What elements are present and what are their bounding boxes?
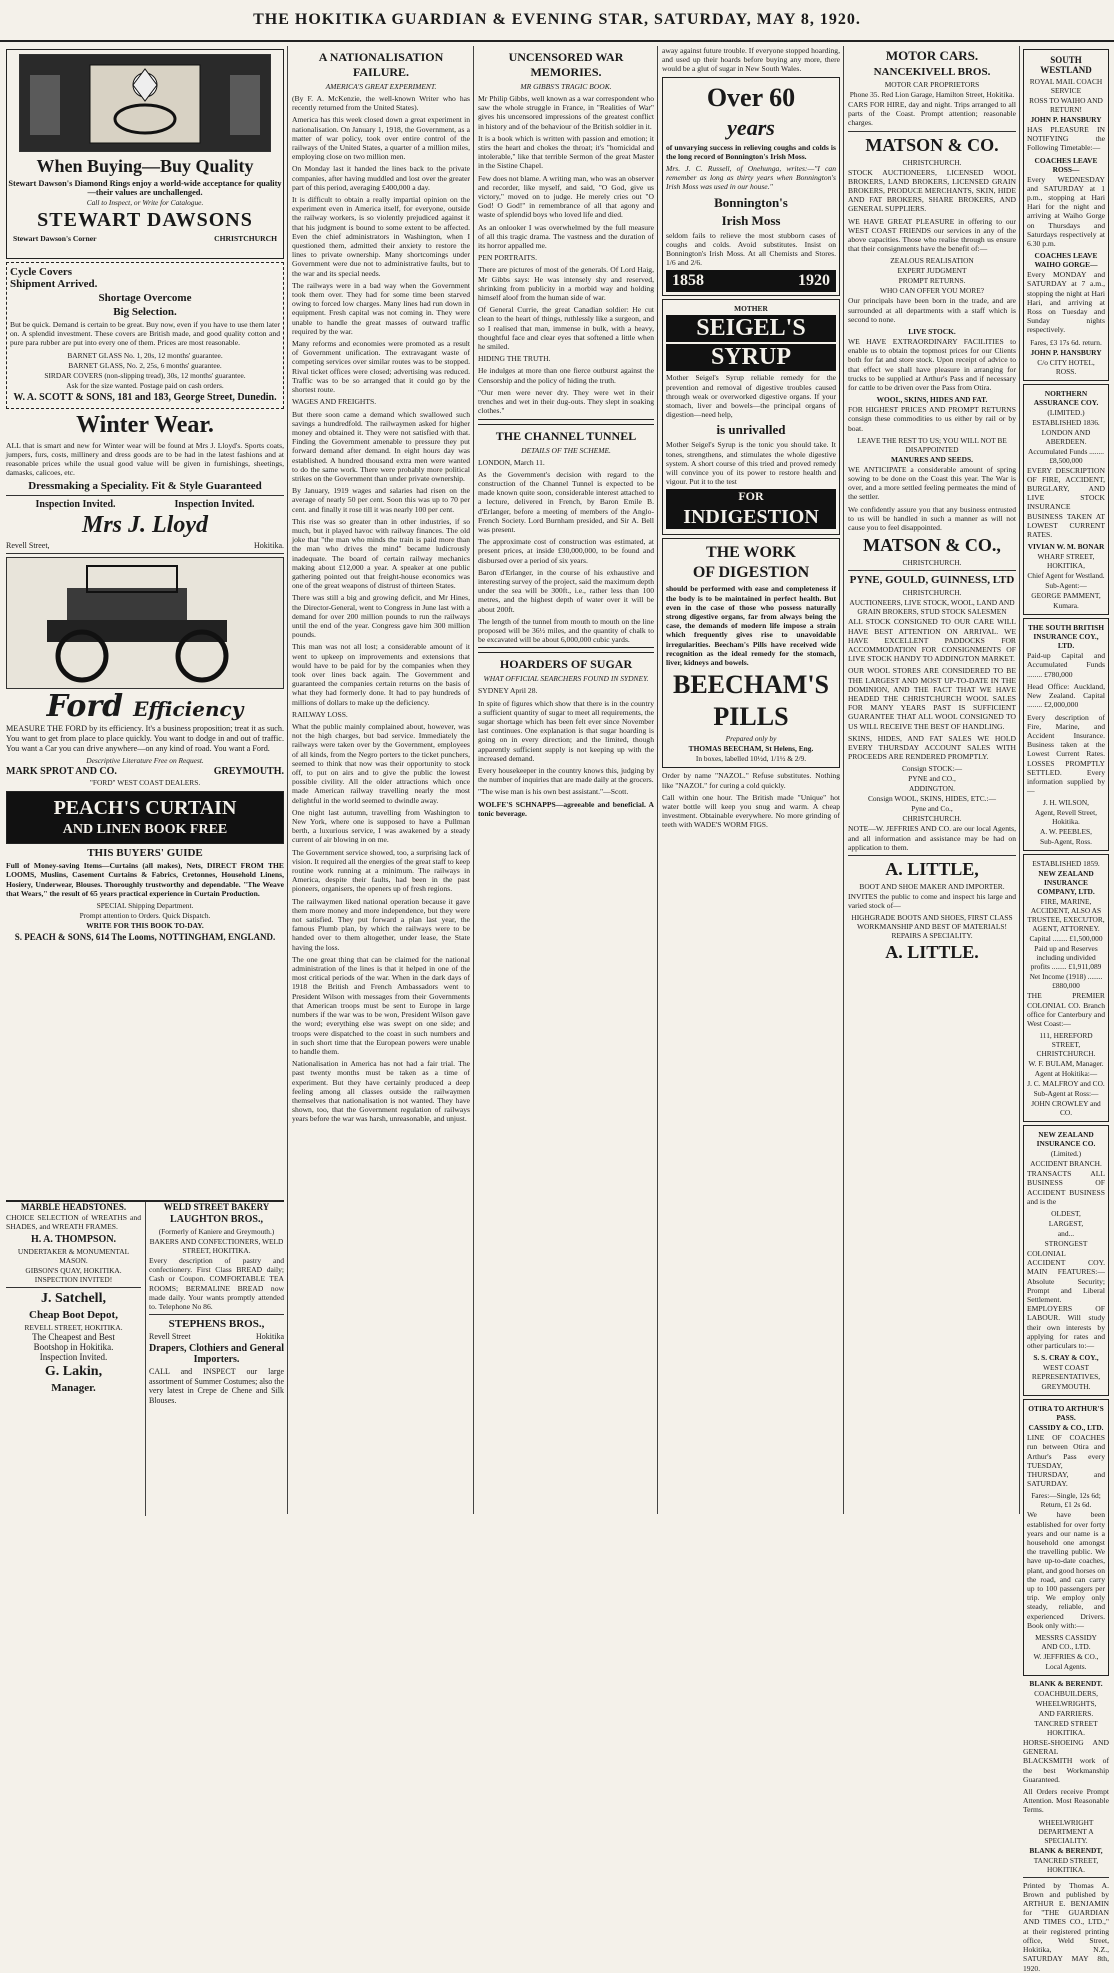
bakery-form: (Formerly of Kaniere and Greymouth.) bbox=[158, 1227, 275, 1236]
nzi-est: ESTABLISHED 1859. bbox=[1032, 859, 1100, 869]
ford-body: MEASURE THE FORD by its efficiency. It's a business proposition; treat it as such. You want to get from place to place quickly. You want to dodge in and out of traffic. You want a Car you can drive anywhere—on any kind of road. You want a Ford. bbox=[6, 724, 284, 753]
beecham-h2: OF DIGESTION bbox=[692, 564, 810, 582]
sb-t2: Head Office: Auckland, New Zealand. Capital ........ £2,000,000 bbox=[1027, 681, 1105, 710]
nz-insurance-ad bbox=[1023, 854, 1109, 1122]
article-paragraph: SYDNEY April 28. bbox=[478, 686, 538, 696]
article-paragraph: The railwaymen liked national operation because it gave them more money and more independence, but they were not satisfied. They put forward a plan last year, the famous Plumb plan, by which the railways were to be handed over to them altogether, under lease, the State having the loss. bbox=[292, 896, 470, 952]
article-paragraph: Every housekeeper in the country knows this, judging by the number of inquiries that are made daily at the grocers. bbox=[478, 765, 654, 785]
south-westland-coach-ad bbox=[1023, 49, 1109, 381]
article-paragraph: The approximate cost of construction was estimated, at present prices, at inside £30,000,000, to be found and disbursed over a period of six years. bbox=[478, 537, 654, 565]
matson-t5: FOR HIGHEST PRICES AND PROMPT RETURNS consign these commodities to us either by rail or by boat. bbox=[848, 405, 1016, 433]
otira-name: CASSIDY & CO., LTD. bbox=[1028, 1423, 1104, 1433]
na-h: NORTHERN ASSURANCE COY. bbox=[1033, 388, 1099, 407]
satchell-name: J. Satchell, bbox=[41, 1291, 106, 1307]
marble-h: MARBLE HEADSTONES. bbox=[20, 1202, 127, 1212]
seigel-h3: SYRUP bbox=[666, 344, 836, 371]
nza-t: TRANSACTS ALL BUSINESS OF ACCIDENT BUSINESS and is the bbox=[1027, 1169, 1105, 1206]
sw-c2: COACHES LEAVE WAIHO GORGE— bbox=[1034, 251, 1098, 270]
stephens-addr: Revell Street bbox=[149, 1332, 191, 1342]
sb-t3: Every description of Fire, Marine, and Accident Insurance. Business taken at the Lowest Current Rates. LOSSES PROMPTLY SETTLED. Every information supplied by— bbox=[1027, 712, 1105, 796]
otira-t2: We have been established for over forty years and our name is a household one amongst the travelling public. We have up-to-date coaches, plant, and good horses on the road, and can carry up to 100 passengers per trip. We employ only steady, reliable, and experienced Drivers. Book only with:— bbox=[1027, 1510, 1105, 1630]
article-paragraph: He indulges at more than one fierce outburst against the Censorship and the policy of hiding the truth. bbox=[478, 366, 654, 385]
na-addr: WHARF STREET, HOKITIKA, bbox=[1037, 552, 1095, 571]
matson-wool: WOOL, SKINS, HIDES AND FAT. bbox=[876, 395, 988, 405]
otira-name2: MESSRS CASSIDY AND CO., LTD. bbox=[1035, 1633, 1097, 1652]
article-paragraph: (By F. A. McKenzie, the well-known Writer who has recently returned from the United States). bbox=[292, 94, 470, 113]
ford-sub: "FORD" WEST COAST DEALERS. bbox=[89, 778, 201, 788]
beecham-sold: In boxes, labelled 10½d, 1/1½ & 2/9. bbox=[695, 754, 807, 764]
cycle-firm: W. A. SCOTT & SONS, 181 and 183, George Street, Dunedin. bbox=[13, 391, 277, 403]
na-town: Kumara. bbox=[1053, 601, 1079, 611]
article-paragraph: But there soon came a demand which swallowed such savings a hundredfold. The railwaymen asked for higher money and obtained it. They were not satisfied with that. Finding the Government amenable to pressure they put forward demand after demand. In eight hours day was established. A hundred thousand extra men were wanted to do the same work. There were probably more political strikes on the Government than under private ownership. bbox=[292, 409, 470, 483]
pyne-note: NOTE—W. JEFFRIES AND CO. are our local Agents, and all information and assistance may be had on application to them. bbox=[848, 824, 1016, 852]
sw-route: ROSS TO WAIHO AND RETURN! bbox=[1029, 96, 1103, 114]
article-paragraph: The railways were in a bad way when the Government took them over. They had for some time been starved owing to forced low charges. Many lines had run down in equipment. Fresh capital was not coming in. They were unable to handle the great masses of outward traffic required by the war. bbox=[292, 280, 470, 336]
matson-l3: PROMPT RETURNS. bbox=[898, 276, 966, 286]
nzi-agent: Agent at Hokitika:— bbox=[1034, 1069, 1098, 1079]
article-paragraph: Nationalisation in America has not had a fair trial. The past twenty months must be taken as a time of experiment. But they have certainly produced a deep feeling among all classes outside the railwaymen themselves that nationalisation is not wanted. They have shown, too, that the Government regulation of railways years before the war was harsh, unreasonable, and unjust. bbox=[292, 1059, 470, 1124]
irish-year-end: 1920 bbox=[798, 272, 830, 290]
matson-ad bbox=[848, 135, 1016, 568]
article-paragraph: It is a book which is written with passion and emotion; it stirs the heart and chokes the throat; it's "homicidal and intolerable," like that terrible Sermon of the great Master in the Sistine Chapel. bbox=[478, 133, 654, 171]
blank-t3: WHEELWRIGHT DEPARTMENT A SPECIALITY. bbox=[1038, 1817, 1094, 1845]
nzi-l1: Capital ........ £1,500,000 bbox=[1029, 934, 1103, 944]
satchell-t3: Inspection Invited. bbox=[39, 1352, 108, 1363]
article-paragraph: Many reforms and economies were promoted as a result of Government unification. The extravagant waste of competing services over similar routes was to be stopped. Rival ticket offices were closed; advertising was reduced. Traffic was to be so arranged that it could go by the shortest route. bbox=[292, 339, 470, 395]
article-paragraph: The length of the tunnel from mouth to mouth on the line proposed will be 36½ miles, and the quantity of chalk to be excavated will be about 6,000,000 cubic yards. bbox=[478, 616, 654, 645]
pyne-gould-ad bbox=[848, 574, 1016, 852]
pyne-l4: CHRISTCHURCH. bbox=[902, 814, 962, 824]
stephens-h: Drapers, Clothiers and General Importers. bbox=[149, 1343, 284, 1366]
satchell-t1: The Cheapest and Best bbox=[32, 1332, 115, 1343]
ford-town: GREYMOUTH. bbox=[213, 766, 284, 778]
article-sugar-sub: WHAT OFFICIAL SEARCHERS FOUND IN SYDNEY. bbox=[483, 674, 649, 684]
nzi-l3: Net Income (1918) ........ £880,000 bbox=[1029, 972, 1103, 991]
nza-l2: LARGEST, bbox=[1048, 1218, 1084, 1228]
nzi-l2: Paid up and Reserves including undivided profits ........ £1,911,089 bbox=[1030, 944, 1102, 972]
article-paragraph: America has this week closed down a great experiment in nationalisation. On January 1, 1918, the Government, as a matter of war policy, took over entire control of the railways of the United States, a quarter of a million miles, employing close on two million men. bbox=[292, 115, 470, 162]
peach-firm: S. PEACH & SONS, 614 The Looms, NOTTINGHAM, ENGLAND. bbox=[14, 932, 276, 943]
ford-tag: Efficiency bbox=[133, 697, 244, 722]
blank-name: BLANK & BERENDT. bbox=[1029, 1679, 1103, 1689]
seigel-h2: SEIGEL'S bbox=[666, 315, 836, 342]
cycle-l2: BARNET GLASS, No. 2, 25s, 6 months' guarantee. bbox=[68, 360, 222, 370]
marble-t: CHOICE SELECTION of WREATHS and SHADES, and WREATH FRAMES. bbox=[6, 1213, 141, 1232]
ford-car-illustration bbox=[6, 557, 284, 689]
pyne-t3: SKINS, HIDES, AND FAT SALES WE HOLD EVERY THURSDAY ACCOUNT SALES WITH PROCEEDS ARE RENDERED PROMPTLY. bbox=[848, 733, 1016, 762]
matson-leave: LEAVE THE REST TO US; YOU WILL NOT BE DISAPPOINTED bbox=[857, 435, 1007, 454]
car-icon bbox=[7, 558, 283, 688]
worm-figs-ad: Call within one hour. The British made "Unique" hot water bottle will keep you snug and warm. A cheap investment. Obtainable everywhere. No more grinding of teeth with WADE'S WORM FIGS. bbox=[662, 792, 840, 830]
blank-l3: AND FARRIERS. bbox=[1038, 1709, 1094, 1719]
article-paragraph: It is difficult to obtain a really impartial opinion on the experiment even in America itself, for everyone, outside the railway workers, is so violently prejudiced against it that his judgment is bound to some extent to be affected. Even the chief administrators in Washington, when I questioned them, admitted their anxiety to restore the lines to private ownership. Many shortcomings under Government were due not to administrative faults, but to the war and its special needs. bbox=[292, 195, 470, 278]
irish-text2: seldom fails to relieve the most stubborn cases of coughs and colds. Avoid substitutes. Insist on Bonnington's Irish Moss. At all Chemists and Stores. 1/6 and 2/6. bbox=[666, 230, 836, 268]
cycle-l1: BARNET GLASS No. 1, 20s, 12 months' guarantee. bbox=[67, 350, 223, 360]
irish-year-start: 1858 bbox=[672, 272, 704, 290]
matson-city: CHRISTCHURCH. bbox=[902, 157, 962, 167]
ford-ad bbox=[6, 557, 284, 787]
nz-accident-ad bbox=[1023, 1125, 1109, 1396]
irish-brand1: Bonnington's bbox=[714, 194, 788, 210]
pyne-city: CHRISTCHURCH. bbox=[902, 588, 962, 598]
nza-t2: COLONIAL ACCIDENT COY. MAIN FEATURES:—Absolute Security; Prompt and Liberal Settlement. EMPLOYERS OF LABOUR. Will study their own interests by applying for rates and other particulars to:— bbox=[1027, 1248, 1105, 1350]
diamond-ring-icon bbox=[20, 55, 270, 151]
marble-name: H. A. THOMPSON. bbox=[30, 1234, 117, 1246]
na-fund: Accumulated Funds ........ £8,500,000 bbox=[1028, 446, 1104, 465]
article-paragraph: Few does not blame. A writing man, who was an observer and recorder, like myself, and said, "O God, give us victory," moved on to judge. He merely cries out "O God! O God!" in remembrance of all that agony and waste of splendid boys who loved life and died. bbox=[478, 173, 654, 220]
peach-dispatch: Prompt attention to Orders. Quick Dispatch. bbox=[79, 911, 211, 921]
nza-sub: (Limited.) bbox=[1050, 1149, 1082, 1159]
nza-h: NEW ZEALAND INSURANCE CO. bbox=[1036, 1130, 1096, 1149]
irish-brand2: Irish Moss bbox=[721, 212, 781, 228]
article-paragraph: PEN PORTRAITS. bbox=[478, 253, 538, 263]
seigel-text: Mother Seigel's Syrup reliable remedy for the prevention and removal of digestive troubles caused through weak or overworked digestive organs. If your stomach, liver and bowels—the principal organs of digestion—need help, bbox=[666, 373, 836, 420]
article-paragraph: The one great thing that can be claimed for the national administration of the lines is that it helped in one of the most critical periods of the war. When in the dark days of 1918 the British and French Ambassadors went to President Wilson with messages from their Governments that American troops must be sent to Europe in large numbers if the war was to be won, President Wilson gave the word; everything else was swept on one side; and troops were dispatched to the coast in such numbers and in such short time that the European powers were unable to handle them. bbox=[292, 954, 470, 1056]
article-nationalisation-sub: AMERICA'S GREAT EXPERIMENT. bbox=[325, 82, 437, 91]
article-paragraph: There was still a big and growing deficit, and Mr Hines, the Director-General, went to Congress in June last with a demand for over 200 million pounds to run the railways until the end of the year. Congress gave him 300 million pounds. bbox=[292, 593, 470, 640]
matson-t2: WE HAVE GREAT PLEASURE in offering to our WEST COAST FRIENDS our services in any of the above capacities. Those who realise through us ensure that their consignments have the benefit of:— bbox=[848, 216, 1016, 254]
article-war-body bbox=[478, 94, 654, 416]
blank-addr: TANCRED STREET HOKITIKA. bbox=[1034, 1719, 1098, 1738]
stewart-text: Stewart Dawson's Diamond Rings enjoy a world-wide acceptance for quality—their values are unchallenged. bbox=[8, 179, 282, 197]
ford-lit: Descriptive Literature Free on Request. bbox=[86, 756, 204, 766]
stephens-name: STEPHENS BROS., bbox=[168, 1318, 265, 1331]
satchell-t2: Bootshop in Hokitika. bbox=[33, 1342, 114, 1353]
sw-t3: Every MONDAY and SATURDAY at 7 a.m., stopping the night at Hari Hari, and arriving at Ross on Tuesday and Sunday nights respectively. bbox=[1027, 270, 1105, 335]
article-paragraph: One night last autumn, travelling from Washington to New York, where one is supposed to have a Pullman berth, a luxurious service, I was awakened by a steady current of air blowing in on me. bbox=[292, 807, 470, 845]
marble-addr: GIBSON'S QUAY, HOKITIKA. INSPECTION INVITED! bbox=[25, 1266, 122, 1285]
matson-live: LIVE STOCK. bbox=[908, 327, 956, 337]
seigel-indigestion: INDIGESTION bbox=[683, 506, 819, 529]
pyne-cons: Consign STOCK:— bbox=[901, 764, 963, 774]
na-sub: (LIMITED.) bbox=[1047, 407, 1085, 417]
article-nationalisation-body bbox=[292, 94, 470, 1124]
blank-addr2: TANCRED STREET, HOKITIKA. bbox=[1033, 1855, 1099, 1874]
na-t: EVERY DESCRIPTION OF FIRE, ACCIDENT, BURGLARY, AND LIVE STOCK INSURANCE BUSINESS TAKEN AT LOWEST CURRENT RATES. bbox=[1027, 465, 1105, 540]
nzi-mgr: W. F. BULAM, Manager. bbox=[1028, 1059, 1104, 1069]
irish-testimonial: Mrs. J. C. Russell, of Onehunga, writes:—"I can remember as long as thirty years when Bonnington's Irish Moss was used in our house." bbox=[666, 164, 836, 192]
satchell-role: Manager. bbox=[51, 1382, 96, 1395]
sb-town: Sub-Agent, Ross. bbox=[1040, 837, 1092, 847]
ring-case-illustration bbox=[19, 54, 271, 152]
seigel-for: FOR bbox=[738, 489, 764, 504]
sw-name: JOHN P. HANSBURY bbox=[1030, 115, 1102, 124]
otira-coach-ad bbox=[1023, 1399, 1109, 1676]
stewart-dawson-ad bbox=[6, 49, 284, 259]
cycle-h3: Shortage Overcome bbox=[98, 292, 192, 304]
bakery-h: WELD STREET BAKERY bbox=[163, 1202, 270, 1212]
blank-l1: COACHBUILDERS, bbox=[1034, 1689, 1098, 1699]
matson-manures: MANURES AND SEEDS. bbox=[891, 454, 973, 464]
south-british-insurance-ad bbox=[1023, 618, 1109, 851]
little-name-2: A. LITTLE. bbox=[885, 942, 979, 963]
matson-city-2: CHRISTCHURCH. bbox=[902, 558, 962, 568]
lower-left-ads bbox=[6, 1200, 284, 1516]
blank-l2: WHEELWRIGHTS, bbox=[1035, 1699, 1097, 1709]
matson-t4: WE HAVE EXTRAORDINARY FACILITIES to enable us to obtain the topmost prices for our Clients both for fat and store stock. Upon receipt of advice to that effect we shall have pleasure in arranging for trucks to be supplied at Arthur's Pass and if necessary for cattle to be driven over the Pass from Otira. bbox=[848, 337, 1016, 393]
cycle-h1: Cycle Covers bbox=[10, 266, 73, 278]
seigel-text2: Mother Seigel's Syrup is the tonic you should take. It tones, strengthens, and stimulates the whole digestive system. A short course of this tried and proved remedy will convince you of its power to restore health and vigour. Put it to the test bbox=[666, 440, 836, 487]
column-remedies bbox=[662, 46, 840, 1514]
motor-cars-ad bbox=[848, 48, 1016, 128]
pyne-t2: OUR WOOL STORES ARE CONSIDERED TO BE THE LARGEST AND MOST UP-TO-DATE IN THE DOMINION, AND THE FACT THAT WE HAVE HEADED THE CHRISTCHURCH WOOL SALES FOR MANY YEARS PAST IS SUFFICIENT GUARANTEE THAT ALL WOOL CONSIGNED TO US WILL RECEIVE THE BEST OF HANDLING. bbox=[848, 666, 1016, 731]
column-commercial-ads bbox=[848, 46, 1016, 1514]
sb-name: J. H. WILSON, bbox=[1042, 798, 1090, 808]
sb-addr: Agent, Revell Street, Hokitika. bbox=[1035, 808, 1097, 827]
peach-h1: PEACH'S CURTAIN bbox=[53, 797, 237, 820]
stewart-city: CHRISTCHURCH bbox=[214, 234, 277, 243]
nzi-sub: Sub-Agent at Ross:— bbox=[1033, 1089, 1099, 1099]
pyne-cons2: Consign WOOL, SKINS, HIDES, ETC.:— bbox=[868, 794, 996, 804]
winter-addr: Revell Street, bbox=[6, 541, 50, 551]
winter-wear-ad bbox=[6, 412, 284, 551]
matson-t: STOCK AUCTIONEERS, LICENSED WOOL BROKERS, LAND BROKERS, LICENSED GRAIN BROKERS, PRODUCE MERCHANTS, SKIN, HIDE AND FAT BROKERS, SHARE BROKERS, AND GENERAL SUPPLIERS. bbox=[848, 167, 1016, 214]
lower-left-col-a bbox=[6, 1202, 141, 1516]
winter-insp-left: Inspection Invited. bbox=[35, 499, 116, 511]
stephens-town: Hokitika bbox=[256, 1332, 284, 1342]
nza-town: GREYMOUTH. bbox=[1041, 1382, 1091, 1392]
article-paragraph: On Monday last it handed the lines back to the private companies, after having muddled and lost over the greater part of this period, averaging £400,000 a day. bbox=[292, 164, 470, 192]
article-paragraph: There are pictures of most of the generals. Of Lord Haig, Mr Gibbs says: He was intensely shy and reserved, shrinking from publicity in a morbid way and holding himself aloof from the human side of war. bbox=[478, 265, 654, 303]
sb-h: THE SOUTH BRITISH INSURANCE COY., LTD. bbox=[1028, 623, 1104, 651]
irish-h1: Over 60 bbox=[706, 82, 796, 112]
article-paragraph: RAILWAY LOSS. bbox=[292, 709, 348, 719]
article-paragraph: What the public mainly complained about, however, was not the high charges, but bad service. Immediately the railways were taken over by the Government, employees of all kinds, from the Negro porters to the ticket punchers, seemed to think that now was their opportunity to stock off, to put on airs and to give the public the lowest possible civility. All the older attractions which once made American railway travelling nearly the most delightful in the world seemed to dwindle away. bbox=[292, 722, 470, 805]
matson-t6: WE ANTICIPATE a considerable amount of spring sowing to be done on the Coast this year. The War is over, and a more settled feeling permeates the mind of the settler. bbox=[848, 464, 1016, 502]
article-paragraph: Of General Currie, the great Canadian soldier: He cut clean to the heart of things, ruthlessly like a surgeon, and so I realised that man, immense in bulk, with a heavy, thoughtful face and clear eyes that softened a little when he smiled. bbox=[478, 305, 654, 352]
matson-t3: Our principals have been born in the trade, and are surrounded at all departments with a staff which is second to none. bbox=[848, 296, 1016, 324]
sw-t: HAS PLEASURE IN NOTIFYING the Following Timetable:— bbox=[1027, 125, 1105, 153]
article-channel-sub: DETAILS OF THE SCHEME. bbox=[521, 445, 611, 455]
cycle-covers-ad bbox=[6, 262, 284, 409]
blank-berendt-ad bbox=[1023, 1679, 1109, 1874]
sw-t2: Every WEDNESDAY and SATURDAY at 1 p.m., stopping at Hari Hari for the night and arriving at Waiho Gorge on Thursdays and Saturdays respectively at 6.30 p.m. bbox=[1027, 174, 1105, 249]
stephens-t: CALL and INSPECT our large assortment of Summer Costumes; also the very latest in Crepe de Chene and Silk Blouses. bbox=[149, 1367, 284, 1405]
stewart-call: Call to Inspect, or Write for Catalogue. bbox=[86, 198, 204, 207]
beecham-maker: THOMAS BEECHAM, St Helens, Eng. bbox=[688, 744, 814, 754]
little-role: BOOT AND SHOE MAKER AND IMPORTER. bbox=[859, 881, 1005, 891]
motor-h: MOTOR CARS. bbox=[885, 48, 979, 63]
sw-name2: JOHN P. HANSBURY bbox=[1030, 347, 1102, 357]
little-name: A. LITTLE, bbox=[885, 858, 979, 879]
article-nationalisation-heading: A NATIONALISATION FAILURE. bbox=[318, 50, 444, 79]
motor-text: CARS FOR HIRE, day and night. Trips arranged to all parts of the Coast. Prompt attention; reasonable charges. bbox=[848, 100, 1016, 128]
article-paragraph: This man was not all lost; a considerable amount of it went to upkeep on improvements and extensions that would have to be paid for by the companies when they took over lines back again. The Government and guaranteed the companies certain returns on the basis of what they had formerly done. It had to pay hundreds of millions of dollars to make up the deficiency. bbox=[292, 642, 470, 707]
peach-h3: THIS BUYERS' GUIDE bbox=[87, 847, 203, 860]
sw-c1: COACHES LEAVE ROSS— bbox=[1034, 155, 1098, 174]
winter-name: Mrs J. Lloyd bbox=[82, 512, 208, 539]
article-paragraph: By January, 1919 wages and salaries had risen on the average of nearly 50 per cent. Soon this was up to 70 per cent. and finally it rose till it was nearly 100 per cent. bbox=[292, 486, 470, 514]
cycle-l3: SIRDAR COVERS (non-slipping tread), 30s, 12 months' guarantee. bbox=[44, 370, 246, 380]
sb-sub: A. W. PEEBLES, bbox=[1040, 827, 1092, 837]
ford-dealer: MARK SPROT AND CO. bbox=[6, 766, 117, 778]
column-article-war-memories bbox=[478, 46, 654, 1514]
cycle-h2: Shipment Arrived. bbox=[10, 278, 98, 290]
beechams-pills-ad bbox=[662, 538, 840, 768]
matson-name: MATSON & CO. bbox=[865, 134, 999, 155]
peach-h2: AND LINEN BOOK FREE bbox=[62, 822, 228, 838]
peach-ship: SPECIAL Shipping Department. bbox=[96, 901, 194, 911]
na-name: VIVIAN W. M. BONAR bbox=[1027, 542, 1105, 552]
stewart-corner: Stewart Dawson's Corner bbox=[13, 234, 97, 243]
nzi-name: J. C. MALFROY and CO. bbox=[1027, 1079, 1105, 1089]
motor-addr: Phone 35. Red Lion Garage, Hamilton Street, Hokitika. bbox=[849, 90, 1015, 99]
little-bootmaker-ad bbox=[848, 859, 1016, 963]
matson-l1: ZEALOUS REALISATION bbox=[890, 256, 974, 266]
little-t: INVITES the public to come and inspect his large and varied stock of— bbox=[848, 891, 1016, 911]
blank-t: HORSE-SHOEING AND GENERAL BLACKSMITH work of the best Workmanship Guaranteed. bbox=[1023, 1738, 1109, 1784]
winter-heading: Winter Wear. bbox=[76, 411, 214, 438]
marble-role: UNDERTAKER & MONUMENTAL MASON. bbox=[17, 1247, 130, 1266]
lower-left-col-b bbox=[145, 1202, 284, 1516]
article-paragraph: HIDING THE TRUTH. bbox=[478, 354, 551, 364]
stewart-headline: When Buying—Buy Quality bbox=[36, 156, 254, 176]
nzi-sub2: JOHN CROWLEY and CO. bbox=[1031, 1099, 1101, 1118]
matson-who: WHO CAN OFFER YOU MORE? bbox=[879, 286, 985, 296]
article-channel-heading: THE CHANNEL TUNNEL bbox=[495, 428, 637, 443]
otira-t: LINE OF COACHES run between Otira and Arthur's Pass every TUESDAY, THURSDAY, and SATURDAY. bbox=[1027, 1433, 1105, 1489]
article-sugar-heading: HOARDERS OF SUGAR bbox=[499, 657, 633, 672]
column-right-ads bbox=[1023, 46, 1109, 1973]
blank-t2: All Orders receive Prompt Attention. Most Reasonable Terms. bbox=[1023, 1787, 1109, 1815]
nzi-h: NEW ZEALAND INSURANCE COMPANY, LTD. bbox=[1037, 869, 1095, 897]
satchell-mgr: G. Lakin, bbox=[44, 1364, 103, 1380]
sw-addr: C/o CITY HOTEL, ROSS. bbox=[1037, 357, 1095, 376]
bakery-role: BAKERS AND CONFECTIONERS, WELD STREET, HOKITIKA. bbox=[149, 1237, 284, 1255]
bakery-name: LAUGHTON BROS., bbox=[170, 1214, 263, 1225]
nzi-role: FIRE, MARINE, ACCIDENT, ALSO AS TRUSTEE, EXECUTOR, AGENT, ATTORNEY. bbox=[1027, 897, 1105, 934]
beecham-text: should be performed with ease and completeness if the body is to be maintained in perfect health. But even in the case of those who possess naturally strong digestive organs, far from always being the case, the demands of modern life impose a strain which frequently gives rise to unavoidable irregularities. Beecham's Pills have received wide recognition as the ideal remedy for the stomach, liver, kidneys and bowels. bbox=[666, 584, 836, 668]
beecham-brand1: BEECHAM'S bbox=[672, 670, 830, 700]
article-paragraph: LONDON, March 11. bbox=[478, 457, 545, 467]
cycle-h4: Big Selection. bbox=[113, 306, 177, 318]
matson-l2: EXPERT JUDGMENT bbox=[897, 266, 967, 276]
na-role: Chief Agent for Westland. bbox=[1027, 571, 1105, 581]
little-t2: HIGHGRADE BOOTS AND SHOES, FIRST CLASS WORKMANSHIP AND BEST OF MATERIALS! REPAIRS A SPECIALITY. bbox=[851, 913, 1013, 941]
winter-insp-right: Inspection Invited. bbox=[174, 499, 255, 511]
seigel-unrivalled: is unrivalled bbox=[716, 422, 786, 438]
article-paragraph: "Our men were never dry. They were wet in their trenches and wet in their dug-outs. They slept in soaking clothes." bbox=[478, 387, 654, 416]
beecham-h1: THE WORK bbox=[706, 544, 796, 562]
sb-t: Paid-up Capital and Accumulated Funds ........ £780,000 bbox=[1027, 651, 1105, 679]
motor-role: MOTOR CAR PROPRIETORS bbox=[884, 80, 980, 89]
article-paragraph: This rise was so greater than in other industries, if so much, but it played havoc with railway finances. The old joke that "the man who minds the train is paid more than the man who drives the mind" became ludicrously inadequate. The board of certain railway mechanics making about £12,000 a year. A speaker at one public gathering pointed out that freight-house economics was one of the great weapons of distrust of thirteen States. bbox=[292, 516, 470, 591]
nza-l3: and... bbox=[1057, 1228, 1075, 1238]
article-paragraph: "The wise man is his own best assistant."—Scott. bbox=[478, 787, 629, 797]
peach-write: WRITE FOR THIS BOOK TO-DAY. bbox=[86, 921, 204, 931]
blank-name2: BLANK & BERENDT, bbox=[1029, 1845, 1103, 1855]
stewart-brand: STEWART DAWSONS bbox=[37, 209, 253, 231]
irish-h2: years bbox=[727, 114, 775, 140]
otira-fare: Fares:—Single, 12s 6d; Return, £1 2s 6d. bbox=[1031, 1491, 1101, 1510]
matson-name-2: MATSON & CO., bbox=[863, 535, 1001, 556]
printer-imprint: Printed by Thomas A. Brown and published by ARTHUR E. BENJAMIN for "THE GUARDIAN AND TIMES CO., LTD.," at their registered printing office, Weld Street, Hokitika, N.Z., SATURDAY MAY 8th, 1920. bbox=[1023, 1880, 1109, 1973]
satchell-h: Cheap Boot Depot, bbox=[29, 1309, 118, 1322]
article-paragraph: In spite of figures which show that there is in the country a sufficient quantity of sugar to meet all requirements, the sugar shortage which has been felt ever since November last continues. One explanation is that sugar hoarding is going on in every direction; and the limited, though apparently sufficient supply is not keeping up with the increased demand. bbox=[478, 698, 654, 763]
bakery-t: Every description of pastry and confectionery. First Class BREAD daily; Cash or Coupon. COMFORTABLE TEA ROOMS; BERMALINE BREAD now made daily. Your wants promptly attended to. Telephone No 86. bbox=[149, 1256, 284, 1312]
pyne-l2: ADDINGTON. bbox=[908, 784, 956, 794]
winter-body: ALL that is smart and new for Winter wear will be found at Mrs J. Lloyd's. Sports coats, jumpers, furs, costs, millinery and dress goods are to be had in the latest fashions and at reasonable prices while the usual good value will be given in furnishings, sheetings, damasks, calicoes, etc. bbox=[6, 440, 284, 478]
nza-l1: OLDEST, bbox=[1051, 1208, 1081, 1218]
masthead bbox=[0, 0, 1114, 42]
otira-role: Local Agents. bbox=[1045, 1662, 1087, 1672]
na-est: ESTABLISHED 1836. bbox=[1032, 417, 1100, 427]
pyne-l1: PYNE and CO., bbox=[908, 774, 956, 784]
na-sub2: Sub-Agent:— bbox=[1045, 581, 1087, 591]
beecham-prep: Prepared only by bbox=[725, 734, 777, 744]
sugar-continued: away against future trouble. If everyone stopped hoarding, and used up their hoards before buying any more, there would be a glut of sugar in New South Wales. bbox=[662, 46, 840, 74]
pyne-l3: Pyne and Co., bbox=[911, 804, 953, 814]
masthead-title: THE HOKITIKA GUARDIAN & EVENING STAR, SATURDAY, MAY 8, 1920. bbox=[253, 11, 861, 28]
article-paragraph: Mr Philip Gibbs, well known as a war correspondent who saw the whole struggle in France, in "Realities of War" gives his uncensored impressions of the greatest conflict in history and of the behaviour of the British soldier in it. bbox=[478, 94, 654, 131]
sw-h: SOUTH WESTLAND bbox=[1040, 55, 1092, 75]
article-sugar-body bbox=[478, 686, 654, 796]
otira-h: OTIRA TO ARTHUR'S PASS. bbox=[1028, 1404, 1104, 1423]
satchell-addr: REVELL STREET, HOKITIKA. bbox=[24, 1323, 123, 1333]
sw-fare: Fares, £3 17s 6d. return. bbox=[1030, 337, 1102, 347]
pyne-role: AUCTIONEERS, LIVE STOCK, WOOL, LAND AND GRAIN BROKERS, STUD STOCK SALESMEN bbox=[849, 598, 1015, 617]
article-paragraph: As an onlooker I was overwhelmed by the full measure of all this tragic drama. The vastness and the duration of its horror appalled me. bbox=[478, 222, 654, 251]
nzi-t: THE PREMIER COLONIAL CO. Branch office for Canterbury and West Coast:— bbox=[1027, 991, 1105, 1028]
irish-text: of unvarying success in relieving coughs and colds is the long record of Bonnington's Irish Moss. bbox=[666, 142, 836, 161]
article-channel-body bbox=[478, 458, 654, 645]
irish-moss-ad bbox=[662, 77, 840, 297]
schnapps-ad: WOLFE'S SCHNAPPS—agreeable and beneficial. A tonic beverage. bbox=[478, 799, 654, 818]
seigel-syrup-ad bbox=[662, 299, 840, 535]
pyne-name: PYNE, GOULD, GUINNESS, LTD bbox=[849, 574, 1015, 587]
article-paragraph: Baron d'Erlanger, in the course of his exhaustive and interesting survey of the project, said the maximum depth under the sea will be 300ft., i.e., rather less than 100 metres, and the highest depth of water over it will be about 200ft. bbox=[478, 567, 654, 614]
sw-sub: ROYAL MAIL COACH SERVICE bbox=[1029, 77, 1103, 95]
peach-details bbox=[6, 847, 284, 942]
nza-name: S. S. CRAY & COY., bbox=[1033, 1353, 1099, 1363]
winter-dress: Dressmaking a Speciality. Fit & Style Guaranteed bbox=[28, 480, 262, 493]
beecham-brand2: PILLS bbox=[713, 702, 789, 732]
matson-t7: We confidently assure you that any business entrusted to us will be handled in such a manner as will not cause you to feel disappointed. bbox=[848, 504, 1016, 533]
na-sub3: GEORGE PAMMENT, bbox=[1031, 591, 1101, 601]
seigel-h1: MOTHER bbox=[734, 304, 768, 314]
pyne-t: ALL STOCK CONSIGNED TO OUR CARE WILL HAVE BEST ATTENTION ON ARRIVAL. WE HAVE EXCELLENT PADDOCKS FOR ACCOMMODATION FOR CONSIGNMENTS OF LIVE STOCK HANDY TO ADDINGTON MARKET. bbox=[848, 617, 1016, 664]
nza-ac: ACCIDENT BRANCH. bbox=[1030, 1159, 1102, 1169]
article-paragraph: WAGES AND FREIGHTS. bbox=[292, 397, 377, 407]
nza-l4: STRONGEST bbox=[1044, 1238, 1088, 1248]
northern-assurance-ad bbox=[1023, 384, 1109, 616]
article-paragraph: As the Government's decision with regard to the construction of the Channel Tunnel is expected to be made known quite soon, considerable interest attached to a lecture, delivered in French, by Baron Emile B. d'Erlanger, before a meeting of members of the Anglo-French Society. Lord Burnham presided, and Sir A. Bell was present. bbox=[478, 469, 654, 534]
otira-agent: W. JEFFRIES & CO., bbox=[1033, 1652, 1099, 1662]
cycle-l4: Ask for the size wanted. Postage paid on cash orders. bbox=[66, 380, 224, 390]
ford-brand: Ford bbox=[46, 689, 124, 725]
winter-town: Hokitika. bbox=[254, 541, 284, 551]
cycle-body: But be quick. Demand is certain to be great. Buy now, even if you have to use them later on. A splendid investment. These covers are British made, and good quality cotton and pure para rubber are put into every one of them. Prices are most reasonable. bbox=[10, 320, 280, 348]
nzi-addr: 111, HEREFORD STREET, CHRISTCHURCH. bbox=[1036, 1031, 1096, 1059]
article-war-sub: MR GIBBS'S TRAGIC BOOK. bbox=[520, 82, 612, 91]
peach-curtain-ad bbox=[6, 791, 284, 844]
na-city: LONDON AND ABERDEEN. bbox=[1041, 427, 1091, 446]
article-paragraph: The Government service showed, too, a surprising lack of vision. It required all the energies of the great staff to keep routine work running at a minimum. The railways in America, despite their faults, had been in the past pioneers, organisers, the openers up of fresh regions. bbox=[292, 847, 470, 894]
column-article-nationalisation bbox=[292, 46, 470, 1514]
nazol-ad: Order by name "NAZOL." Refuse substitutes. Nothing like "NAZOL" for curing a cold quickly. bbox=[662, 771, 840, 790]
peach-body: Full of Money-saving Items—Curtains (all makes), Nets, DIRECT FROM THE LOOMS, Muslins, Casement Curtains & Fabrics, Cretonnes, Household Linens, Hosiery, Underwear, Blouses. Thoroughly trustworthy and dependable. "The Weave that Wears," the result of 65 years practical experience in Curtain Production. bbox=[6, 861, 284, 898]
motor-name: NANCEKIVELL BROS. bbox=[873, 66, 991, 78]
nza-role: WEST COAST REPRESENTATIVES, bbox=[1031, 1363, 1101, 1382]
article-war-heading: UNCENSORED WAR MEMORIES. bbox=[508, 50, 624, 79]
